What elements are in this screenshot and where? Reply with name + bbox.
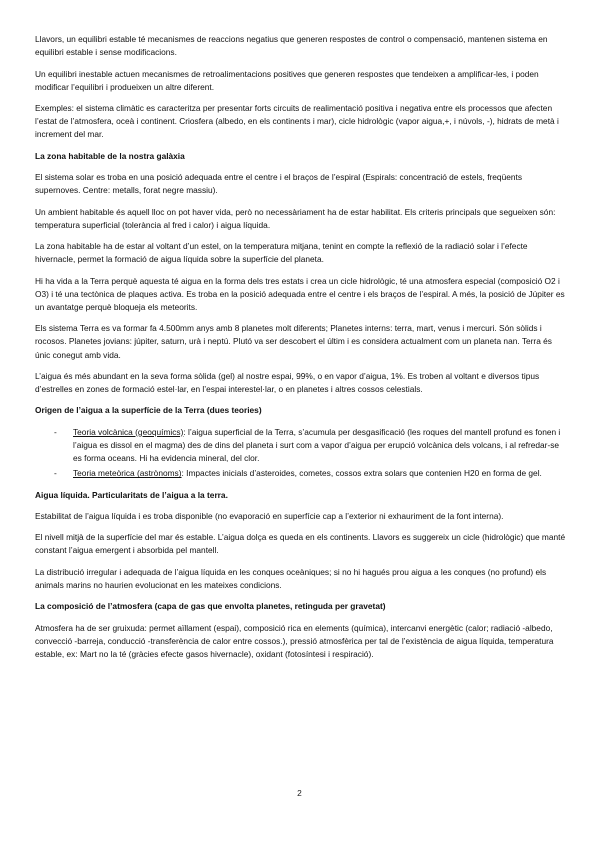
text-meteoric-theory: : Impactes inicials d’asteroides, cometes, cossos extra solars que contenien H20 en forma de gel. [181,468,542,479]
paragraph-examples: Exemples: el sistema climàtic es caracteritza per presentar forts circuits de realimentació positiva i negativa entre els processos que afecten l’estat de l’atmosfera, oceà i continent. Criosfera (albedo, en els continents i mar), cicle hidrològic (vapor aigua,+, i núvols, -), hidrats de metà i increment del mar. [35,103,559,140]
term-volcanic-theory: Teoria volcànica (geoquímics) [73,426,184,437]
paragraph-earth-system-planets: Els sistema Terra es va formar fa 4.500mm anys amb 8 planetes molt diferents; Planetes interns: terra, mart, venus i mercuri. Són sòlids i rocosos. Planetes jovians: júpiter, saturn, urà i neptú. Plutó va ser descobert el últim i es considera actualment com un planeta nan. Terra és únic conegut amb vida. [35,323,552,360]
list-item-volcanic-theory [35,426,567,466]
paragraph-liquid-stability: Estabilitat de l’aigua líquida i es troba disponible (no evaporació en superfície cap a l’exterior ni exhauriment de la font interna). [35,510,504,521]
document-page [35,33,567,669]
page-number: 2 [297,788,302,798]
list-dash: - [54,468,57,479]
paragraph-stable-equilibrium: Llavors, un equilibri estable té mecanismes de reaccions negatius que generen respostes de control o compensació, mantenen sistema en equilibri estable i sense modificacions. [35,34,548,58]
paragraph-sea-level: El nivell mitjà de la superfície del mar és estable. L’aigua dolça es queda en els continents. Llavors es suggereix un cicle (hidrològic) que manté constant l’aigua emergent i absorbida pel mantell. [35,532,566,556]
paragraph-life-on-earth: Hi ha vida a la Terra perquè aquesta té aigua en la forma dels tres estats i crea un cicle hidrològic, té una atmosfera especial (composició O2 i O3) i té una tectònica de plaques activa. Es troba en la posició adequada entre el centre i els braços de l’espiral. A més, la posició de Júpiter es un avantatge perquè bloqueja els meteorits. [35,275,565,312]
paragraph-water-distribution: La distribució irregular i adequada de l’aigua líquida en les conques oceàniques; si no hi hagués prou aigua a les conques (no profund) els animals marins no haurien evolucionat en les mateixes condicions. [35,566,547,590]
term-meteoric-theory: Teoria meteòrica (astrònoms) [73,468,182,479]
heading-atmosphere-composition: La composició de l’atmosfera (capa de gas que envolta planetes, retinguda per gravetat) [35,601,386,612]
paragraph-atmosphere: Atmosfera ha de ser gruixuda: permet aïllament (espai), composició rica en elements (química), intercanvi energètic (calor; radiació -albedo, convecció -barreja, conducció -transferència de calor entre cossos.), pressió atmosfèrica per tal de l’existència de aigua líquida, temperatura estable, ex: Mart no la té (gràcies efecte gasos hivernacle), oxidant (fotosíntesi i respiració). [35,622,554,659]
theories-list [35,426,567,481]
paragraph-solar-system-position: El sistema solar es troba en una posició adequada entre el centre i el braços de l’espiral (Espirals: concentració de estels, freqüents supernoves. Centre: metalls, forat negre massiu). [35,172,522,196]
heading-water-origin: Origen de l’aigua a la superfície de la Terra (dues teories) [35,405,262,416]
paragraph-habitable-environment: Un ambient habitable és aquell lloc on pot haver vida, però no necessàriament ha de estar habilitat. Els criteris principals que segueixen són: temperatura superficial (tolerància al fred i calor) i aigua líquida. [35,206,556,230]
text-volcanic-theory: : l’aigua superficial de la Terra, s’acumula per desgasificació (les roques del mantell profund es fonen i l’aigua es dissol en el magma) des de dins del planeta i surt com a vapor d’aigua per erupció volcànica dels volcans, i al refredar-se es forma oceans. Hi ha evidencia mineral, del clor. [73,426,561,464]
paragraph-unstable-equilibrium: Un equilibri inestable actuen mecanismes de retroalimentacions positives que generen respostes que tendeixen a amplificar-les, i poden modificar l’equilibri i produeixen un altre diferent. [35,68,539,92]
list-item-meteoric-theory [35,467,567,480]
paragraph-habitable-zone-star: La zona habitable ha de estar al voltant d’un estel, on la temperatura mitjana, tenint en compte la reflexió de la radiació solar i l’efecte hivernacle, permet la formació de aigua líquida sobre la superfície del planeta. [35,241,528,265]
list-dash: - [54,426,57,437]
heading-habitable-zone: La zona habitable de la nostra galàxia [35,150,185,161]
paragraph-water-abundance: L’aigua és més abundant en la seva forma sòlida (gel) al nostre espai, 99%, o en vapor d’aigua, 1%. Es troben al voltant e diversos tipus d’estrelles en zones de formació estel·lar, en l’espai interestel·lar, o en planetes i altres cossos celestials. [35,370,540,395]
heading-liquid-water: Aigua líquida. Particularitats de l’aigua a la terra. [35,489,228,500]
